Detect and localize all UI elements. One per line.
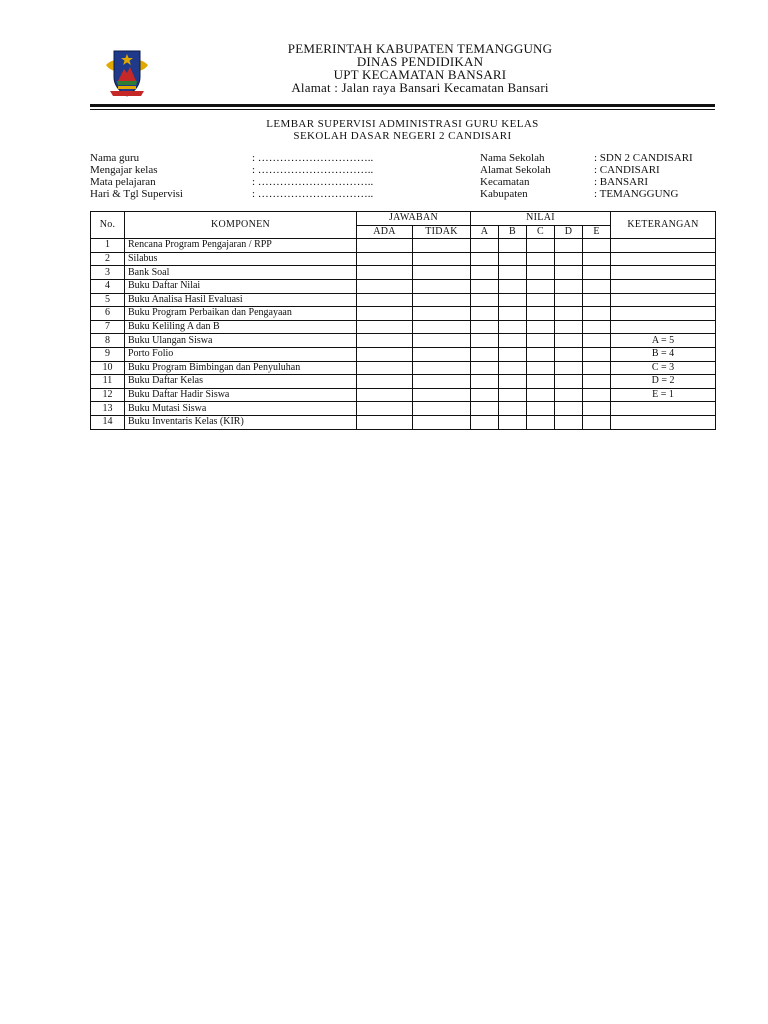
temanggung-regency-emblem-icon	[104, 43, 150, 99]
table-row	[91, 402, 716, 416]
cell-b[interactable]	[499, 388, 527, 402]
row-number: 2	[91, 252, 125, 266]
header-no: No.	[91, 212, 125, 239]
cell-c[interactable]	[527, 293, 555, 307]
cell-a[interactable]	[471, 307, 499, 321]
cell-d[interactable]	[555, 347, 583, 361]
cell-d[interactable]	[555, 415, 583, 429]
cell-b[interactable]	[499, 415, 527, 429]
cell-b[interactable]	[499, 293, 527, 307]
cell-tidak[interactable]	[413, 361, 471, 375]
row-keterangan	[611, 320, 716, 334]
row-komponen: Buku Analisa Hasil Evaluasi	[125, 293, 357, 307]
cell-ada[interactable]	[357, 415, 413, 429]
letterhead-unit: UPT KECAMATAN BANSARI	[333, 67, 507, 82]
info-label: Hari & Tgl Supervisi	[90, 188, 183, 200]
row-number: 14	[91, 415, 125, 429]
cell-d[interactable]	[555, 239, 583, 253]
cell-d[interactable]	[555, 388, 583, 402]
cell-b[interactable]	[499, 361, 527, 375]
cell-c[interactable]	[527, 334, 555, 348]
header-nilai: NILAI	[471, 212, 611, 226]
row-komponen: Buku Daftar Kelas	[125, 375, 357, 389]
table-row	[91, 279, 716, 293]
row-keterangan	[611, 415, 716, 429]
row-keterangan: D = 2	[611, 375, 716, 389]
table-row	[91, 293, 716, 307]
cell-tidak[interactable]	[413, 388, 471, 402]
cell-c[interactable]	[527, 279, 555, 293]
header-komponen: KOMPONEN	[125, 212, 357, 239]
cell-b[interactable]	[499, 347, 527, 361]
cell-d[interactable]	[555, 375, 583, 389]
cell-tidak[interactable]	[413, 334, 471, 348]
info-value: : …………………………..	[252, 152, 374, 164]
cell-ada[interactable]	[357, 347, 413, 361]
cell-e[interactable]	[583, 388, 611, 402]
cell-c[interactable]	[527, 375, 555, 389]
header-e: E	[583, 225, 611, 239]
cell-ada[interactable]	[357, 375, 413, 389]
cell-c[interactable]	[527, 347, 555, 361]
cell-b[interactable]	[499, 402, 527, 416]
table-row	[91, 307, 716, 321]
cell-b[interactable]	[499, 239, 527, 253]
table-row	[91, 334, 716, 348]
cell-d[interactable]	[555, 307, 583, 321]
row-komponen: Buku Keliling A dan B	[125, 320, 357, 334]
row-keterangan: E = 1	[611, 388, 716, 402]
row-keterangan: A = 5	[611, 334, 716, 348]
row-komponen: Buku Ulangan Siswa	[125, 334, 357, 348]
form-title: LEMBAR SUPERVISI ADMINISTRASI GURU KELAS	[266, 118, 539, 130]
cell-d[interactable]	[555, 293, 583, 307]
cell-a[interactable]	[471, 266, 499, 280]
cell-e[interactable]	[583, 239, 611, 253]
row-number: 9	[91, 347, 125, 361]
row-keterangan: C = 3	[611, 361, 716, 375]
info-value: : TEMANGGUNG	[594, 188, 679, 200]
cell-b[interactable]	[499, 375, 527, 389]
school-info-labels	[480, 152, 590, 200]
row-number: 11	[91, 375, 125, 389]
cell-ada[interactable]	[357, 266, 413, 280]
header-keterangan: KETERANGAN	[611, 212, 716, 239]
cell-c[interactable]	[527, 307, 555, 321]
info-value: : …………………………..	[252, 164, 374, 176]
info-value: : BANSARI	[594, 176, 649, 188]
cell-tidak[interactable]	[413, 307, 471, 321]
row-keterangan	[611, 252, 716, 266]
header-ada: ADA	[357, 225, 413, 239]
letterhead-government: PEMERINTAH KABUPATEN TEMANGGUNG	[287, 41, 553, 56]
row-keterangan	[611, 307, 716, 321]
row-number: 12	[91, 388, 125, 402]
header-jawaban: JAWABAN	[357, 212, 471, 226]
cell-tidak[interactable]	[413, 266, 471, 280]
cell-e[interactable]	[583, 279, 611, 293]
cell-ada[interactable]	[357, 239, 413, 253]
table-row	[91, 361, 716, 375]
table-row	[91, 239, 716, 253]
header-a: A	[471, 225, 499, 239]
cell-ada[interactable]	[357, 334, 413, 348]
cell-e[interactable]	[583, 266, 611, 280]
cell-tidak[interactable]	[413, 347, 471, 361]
cell-e[interactable]	[583, 361, 611, 375]
cell-ada[interactable]	[357, 293, 413, 307]
cell-ada[interactable]	[357, 402, 413, 416]
cell-ada[interactable]	[357, 388, 413, 402]
cell-a[interactable]	[471, 388, 499, 402]
cell-a[interactable]	[471, 347, 499, 361]
row-number: 7	[91, 320, 125, 334]
cell-c[interactable]	[527, 388, 555, 402]
row-keterangan	[611, 266, 716, 280]
row-komponen: Porto Folio	[125, 347, 357, 361]
cell-ada[interactable]	[357, 361, 413, 375]
table-row	[91, 388, 716, 402]
table-row	[91, 415, 716, 429]
cell-tidak[interactable]	[413, 402, 471, 416]
table-body	[91, 239, 716, 429]
cell-d[interactable]	[555, 266, 583, 280]
cell-b[interactable]	[499, 334, 527, 348]
cell-a[interactable]	[471, 415, 499, 429]
row-number: 10	[91, 361, 125, 375]
cell-d[interactable]	[555, 252, 583, 266]
row-komponen: Buku Mutasi Siswa	[125, 402, 357, 416]
letterhead-divider-thick	[90, 104, 715, 107]
info-value: : …………………………..	[252, 176, 374, 188]
cell-a[interactable]	[471, 252, 499, 266]
row-keterangan	[611, 279, 716, 293]
cell-a[interactable]	[471, 279, 499, 293]
row-komponen: Silabus	[125, 252, 357, 266]
row-number: 8	[91, 334, 125, 348]
table-row	[91, 252, 716, 266]
cell-tidak[interactable]	[413, 293, 471, 307]
teacher-info-values	[252, 152, 412, 200]
row-komponen: Buku Program Perbaikan dan Pengayaan	[125, 307, 357, 321]
teacher-info-labels	[90, 152, 240, 200]
cell-c[interactable]	[527, 252, 555, 266]
table-row	[91, 347, 716, 361]
form-subtitle: SEKOLAH DASAR NEGERI 2 CANDISARI	[293, 130, 512, 142]
row-komponen: Buku Daftar Nilai	[125, 279, 357, 293]
letterhead-department: DINAS PENDIDIKAN	[356, 54, 484, 69]
cell-b[interactable]	[499, 320, 527, 334]
table-header-row	[91, 212, 716, 226]
letterhead-divider-thin	[90, 109, 715, 110]
info-label: Mata pelajaran	[90, 176, 156, 188]
cell-c[interactable]	[527, 415, 555, 429]
cell-d[interactable]	[555, 334, 583, 348]
row-komponen: Rencana Program Pengajaran / RPP	[125, 239, 357, 253]
cell-d[interactable]	[555, 279, 583, 293]
table-row	[91, 375, 716, 389]
row-keterangan	[611, 402, 716, 416]
cell-a[interactable]	[471, 334, 499, 348]
info-label: Nama Sekolah	[480, 152, 545, 164]
cell-b[interactable]	[499, 252, 527, 266]
table-row	[91, 320, 716, 334]
cell-tidak[interactable]	[413, 239, 471, 253]
cell-e[interactable]	[583, 375, 611, 389]
row-keterangan	[611, 239, 716, 253]
row-number: 1	[91, 239, 125, 253]
cell-tidak[interactable]	[413, 375, 471, 389]
cell-a[interactable]	[471, 239, 499, 253]
header-tidak: TIDAK	[413, 225, 471, 239]
cell-c[interactable]	[527, 266, 555, 280]
cell-a[interactable]	[471, 402, 499, 416]
info-value: : …………………………..	[252, 188, 374, 200]
row-komponen: Bank Soal	[125, 266, 357, 280]
cell-e[interactable]	[583, 334, 611, 348]
info-label: Alamat Sekolah	[480, 164, 551, 176]
row-komponen: Buku Daftar Hadir Siswa	[125, 388, 357, 402]
cell-tidak[interactable]	[413, 252, 471, 266]
cell-tidak[interactable]	[413, 320, 471, 334]
cell-a[interactable]	[471, 361, 499, 375]
cell-e[interactable]	[583, 415, 611, 429]
row-number: 13	[91, 402, 125, 416]
cell-d[interactable]	[555, 320, 583, 334]
cell-e[interactable]	[583, 320, 611, 334]
cell-c[interactable]	[527, 361, 555, 375]
info-label: Kecamatan	[480, 176, 530, 188]
cell-ada[interactable]	[357, 307, 413, 321]
school-info-values	[594, 152, 724, 200]
cell-b[interactable]	[499, 307, 527, 321]
info-value: : CANDISARI	[594, 164, 660, 176]
cell-ada[interactable]	[357, 279, 413, 293]
cell-d[interactable]	[555, 402, 583, 416]
info-label: Mengajar kelas	[90, 164, 158, 176]
cell-e[interactable]	[583, 307, 611, 321]
cell-a[interactable]	[471, 375, 499, 389]
cell-c[interactable]	[527, 320, 555, 334]
cell-ada[interactable]	[357, 252, 413, 266]
row-number: 3	[91, 266, 125, 280]
cell-b[interactable]	[499, 266, 527, 280]
cell-tidak[interactable]	[413, 279, 471, 293]
table-row	[91, 266, 716, 280]
cell-ada[interactable]	[357, 320, 413, 334]
info-label: Kabupaten	[480, 188, 528, 200]
header-c: C	[527, 225, 555, 239]
header-d: D	[555, 225, 583, 239]
letterhead-address: Alamat : Jalan raya Bansari Kecamatan Bansari	[291, 80, 549, 95]
cell-d[interactable]	[555, 361, 583, 375]
header-b: B	[499, 225, 527, 239]
info-label: Nama guru	[90, 152, 140, 164]
cell-c[interactable]	[527, 402, 555, 416]
row-number: 5	[91, 293, 125, 307]
cell-e[interactable]	[583, 252, 611, 266]
info-value: : SDN 2 CANDISARI	[594, 152, 693, 164]
supervision-table	[90, 211, 716, 430]
cell-tidak[interactable]	[413, 415, 471, 429]
row-keterangan: B = 4	[611, 347, 716, 361]
row-keterangan	[611, 293, 716, 307]
cell-e[interactable]	[583, 293, 611, 307]
cell-b[interactable]	[499, 279, 527, 293]
row-komponen: Buku Inventaris Kelas (KIR)	[125, 415, 357, 429]
row-number: 4	[91, 279, 125, 293]
cell-a[interactable]	[471, 293, 499, 307]
cell-e[interactable]	[583, 402, 611, 416]
row-komponen: Buku Program Bimbingan dan Penyuluhan	[125, 361, 357, 375]
cell-a[interactable]	[471, 320, 499, 334]
cell-c[interactable]	[527, 239, 555, 253]
cell-e[interactable]	[583, 347, 611, 361]
row-number: 6	[91, 307, 125, 321]
